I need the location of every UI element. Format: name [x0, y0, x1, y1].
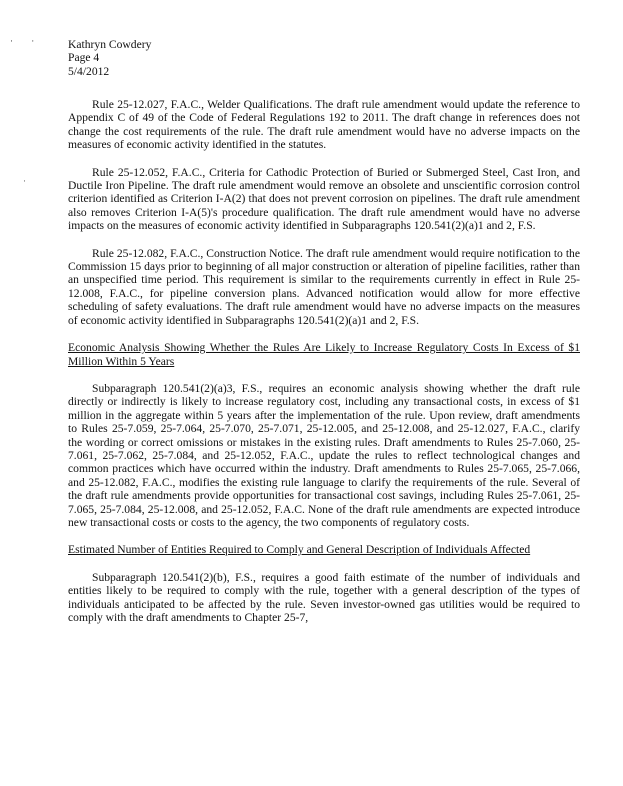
- document-body: [68, 98, 580, 624]
- paragraph-rule-25-12-027: Rule 25-12.027, F.A.C., Welder Qualifications. The draft rule amendment would update the reference to Appendix C of 49 of the Code of Federal Regulations 192 to 2011. The draft change in references does not change the cost requirements of the rule. The draft rule amendment would have no adverse impacts on the measures of economic activity identified in the statutes.: [68, 98, 580, 152]
- paragraph-rule-25-12-052: Rule 25-12.052, F.A.C., Criteria for Cathodic Protection of Buried or Submerged Steel, Cast Iron, and Ductile Iron Pipeline. The draft rule amendment would remove an obsolete and unscientific corrosion control criterion identified as Criterion I-A(2) that does not prevent corrosion on pipelines. The draft rule amendment also removes Criterion I-A(5)'s procedure qualification. The draft rule amendment would have no adverse impacts on the measures of economic activity identified in Subparagraphs 120.541(2)(a)1 and 2, F.S.: [68, 165, 580, 233]
- recipient-name: Kathryn Cowdery: [68, 38, 152, 51]
- page-number: Page 4: [68, 51, 100, 65]
- letter-date: 5/4/2012: [68, 64, 110, 78]
- paragraph-entities: Subparagraph 120.541(2)(b), F.S., requires a good faith estimate of the number of individuals and entities likely to be required to comply with the rule, together with a general description of the types of individuals anticipated to be affected by the rule. Seven investor-owned gas utilities would be required to comply with the draft amendments to Chapter 25-7,: [68, 570, 580, 624]
- scan-artifact-dots: · ·: [10, 36, 43, 46]
- letter-header: [68, 38, 151, 78]
- paragraph-economic-analysis: Subparagraph 120.541(2)(a)3, F.S., requires an economic analysis showing whether the draft rule directly or indirectly is likely to increase regulatory cost, including any transactional costs, in excess of $1 million in the aggregate within 5 years after the implementation of the rule. Upon review, draft amendments to Rules 25-7.059, 25-7.064, 25-7.070, 25-7.071, 25-12.005, and 25-12.008, and 25-12.027, F.A.C., clarify the wording or correct omissions or mistakes in the existing rules. Draft amendments to Rules 25-7.060, 25-7.061, 25-7.062, 25-7.084, and 25-12.052, F.A.C., update the rules to reflect technological changes and common practices which have occurred within the industry. Draft amendments to Rules 25-7.065, 25-7.066, and 25-12.082, F.A.C., modifies the existing rule language to clarify the requirements of the rule. Several of the draft rule amendments provide opportunities for transactional cost savings, including Rules 25-7.061, 25-7.065, 25-7.084, 25-12.008, and 25-12.052, F.A.C. None of the draft rule amendments are expected introduce new transactional costs or costs to the agency, the two components of regulatory costs.: [68, 381, 580, 529]
- section-heading-economic-analysis: Economic Analysis Showing Whether the Rules Are Likely to Increase Regulatory Costs In Excess of $1 Million Within 5 Years: [68, 341, 580, 368]
- paragraph-rule-25-12-082: Rule 25-12.082, F.A.C., Construction Notice. The draft rule amendment would require notification to the Commission 15 days prior to beginning of all major construction or alteration of pipeline facilities, rather than an unspecified time period. This requirement is similar to the requirements currently in effect in Rule 25-12.008, F.A.C., for pipeline conversion plans. Advanced notification would allow for more effective scheduling of safety evaluations. The draft rule amendment would have no adverse impacts on the measures of economic activity identified in Subparagraphs 120.541(2)(a)1 and 2, F.S.: [68, 246, 580, 327]
- section-heading-entities: Estimated Number of Entities Required to Comply and General Description of Individuals Affected: [68, 543, 531, 557]
- scan-artifact-mark: ·: [23, 176, 26, 186]
